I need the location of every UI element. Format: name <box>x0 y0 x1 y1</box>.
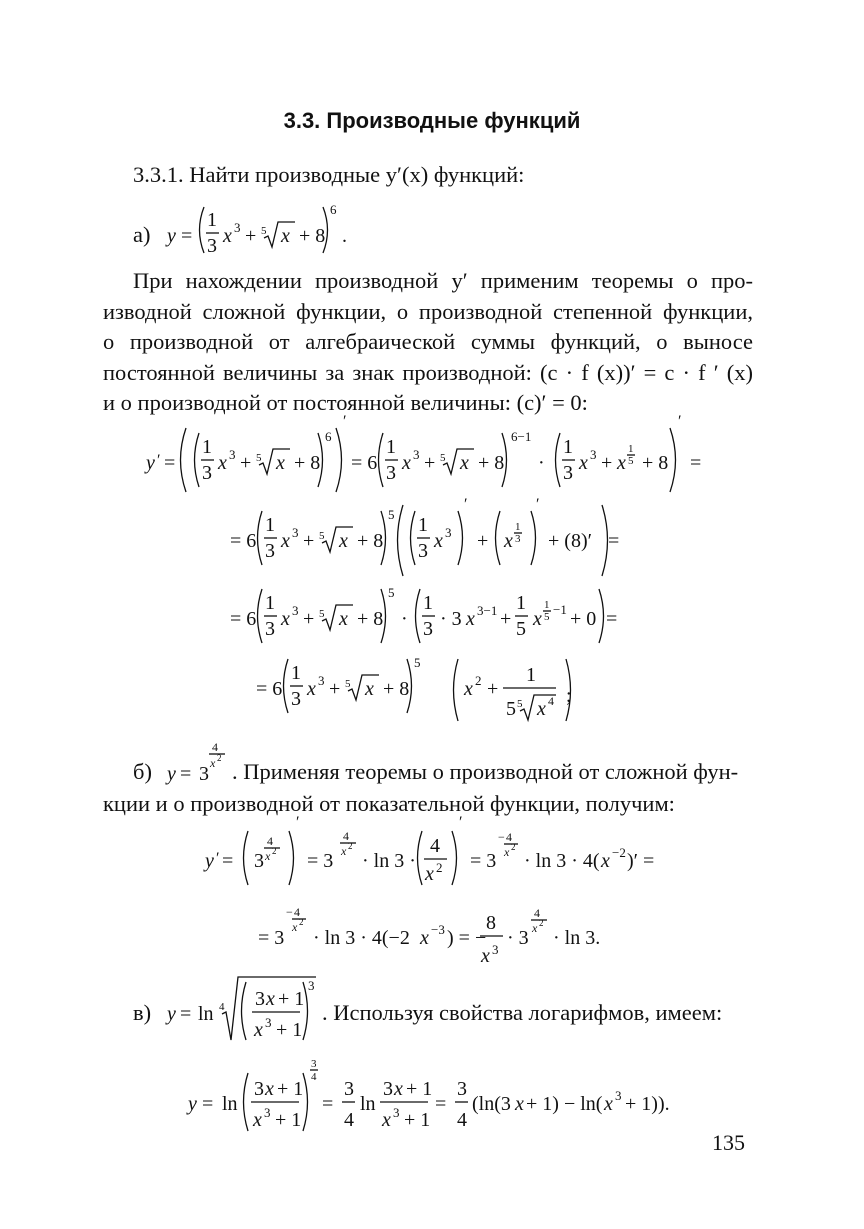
task-statement: 3.3.1. Найти производные y′(x) функций: <box>133 162 525 187</box>
svg-text:(ln(3: (ln(3 <box>472 1093 511 1115</box>
svg-text:′: ′ <box>157 452 161 469</box>
svg-text:+: + <box>500 608 512 630</box>
svg-text:=: = <box>180 763 192 785</box>
svg-text:= 6: = 6 <box>351 452 378 474</box>
svg-text:−: − <box>498 830 505 844</box>
svg-text:3: 3 <box>265 618 275 640</box>
svg-text:x: x <box>515 1093 524 1115</box>
svg-text:x: x <box>420 927 429 949</box>
svg-text:4: 4 <box>457 1109 467 1131</box>
svg-text:x: x <box>281 530 290 552</box>
svg-text:3: 3 <box>264 1105 271 1120</box>
svg-text:5: 5 <box>544 611 550 623</box>
svg-text:x: x <box>579 452 588 474</box>
svg-text:=: = <box>202 1093 214 1115</box>
svg-text:′: ′ <box>464 496 468 513</box>
svg-text:ln: ln <box>360 1093 376 1115</box>
svg-text:· ln 3 · 4(: · ln 3 · 4( <box>524 850 600 872</box>
formula-b <box>165 740 225 785</box>
svg-text:′: ′ <box>296 814 300 831</box>
svg-text:3: 3 <box>254 1078 264 1100</box>
svg-text:6: 6 <box>330 202 337 217</box>
svg-text:x: x <box>210 756 216 770</box>
svg-text:) = −: ) = − <box>447 927 487 949</box>
svg-text:x: x <box>365 678 374 700</box>
svg-text:′: ′ <box>678 413 682 430</box>
svg-text:5: 5 <box>319 530 325 542</box>
svg-text:1: 1 <box>628 443 634 455</box>
svg-text:1: 1 <box>386 436 396 458</box>
svg-text:3: 3 <box>590 447 597 462</box>
svg-text:· ln 3 · 4(−2: · ln 3 · 4(−2 <box>313 927 410 949</box>
svg-text:3: 3 <box>563 462 573 484</box>
svg-text:+: + <box>245 225 257 247</box>
svg-text:x: x <box>382 1109 391 1131</box>
svg-text:1: 1 <box>515 521 521 533</box>
svg-text:+: + <box>329 678 341 700</box>
svg-text:+ 8: + 8 <box>478 452 505 474</box>
svg-text:3: 3 <box>229 447 236 462</box>
svg-text:3: 3 <box>207 235 217 257</box>
svg-text:2: 2 <box>299 917 304 927</box>
svg-text:x: x <box>504 530 513 552</box>
svg-text:3: 3 <box>457 1078 467 1100</box>
svg-text:1: 1 <box>516 592 526 614</box>
svg-text:2: 2 <box>436 860 443 875</box>
svg-text:+ 1: + 1 <box>276 1019 303 1041</box>
svg-text:=: = <box>322 1093 334 1115</box>
svg-text:= 6: = 6 <box>230 530 257 552</box>
svg-text:y: y <box>146 452 155 474</box>
svg-text:1: 1 <box>291 662 301 684</box>
svg-text:x: x <box>276 452 285 474</box>
formula-b-derivative-line-1 <box>203 814 654 885</box>
svg-text:4: 4 <box>343 829 349 843</box>
svg-text:x: x <box>601 850 610 872</box>
formula-a <box>165 202 347 257</box>
svg-text:x: x <box>339 530 348 552</box>
svg-text:2: 2 <box>348 841 353 851</box>
svg-text:3: 3 <box>423 618 433 640</box>
svg-text:x: x <box>292 920 298 934</box>
svg-text:=: = <box>608 530 620 552</box>
svg-text:2: 2 <box>511 842 516 852</box>
svg-text:+ 1: + 1 <box>277 1078 304 1100</box>
svg-text:3: 3 <box>386 462 396 484</box>
svg-text:+ 8: + 8 <box>642 452 669 474</box>
svg-text:3: 3 <box>199 763 209 785</box>
svg-text:)′ =: )′ = <box>627 850 655 872</box>
part-b-text: кции и о производной от показательной функции, получим: <box>103 791 675 816</box>
formula-v-derivation <box>186 1058 670 1131</box>
svg-text:3: 3 <box>383 1078 393 1100</box>
svg-text:x: x <box>402 452 411 474</box>
section-heading: 3.3. Производные функций <box>283 108 581 133</box>
svg-text:1: 1 <box>265 514 275 536</box>
svg-text:1: 1 <box>544 599 550 611</box>
svg-text:x: x <box>466 608 475 630</box>
svg-text:3−1: 3−1 <box>477 603 498 618</box>
svg-text:3: 3 <box>445 525 452 540</box>
svg-text:4: 4 <box>212 740 218 754</box>
formula-b-derivative-line-2 <box>258 905 600 967</box>
svg-text:+ 8: + 8 <box>357 608 384 630</box>
svg-text:x: x <box>617 452 626 474</box>
svg-text:5: 5 <box>388 507 395 522</box>
svg-text:x: x <box>281 608 290 630</box>
svg-text:+: + <box>424 452 436 474</box>
svg-text:+ 8: + 8 <box>383 678 410 700</box>
explanation-line: и о производной от постоянной величины: (c)′ = 0: <box>103 390 588 415</box>
svg-text:· 3: · 3 <box>440 608 462 630</box>
svg-text:3: 3 <box>254 850 264 872</box>
svg-text:3: 3 <box>308 978 315 993</box>
svg-text:x: x <box>532 921 538 935</box>
svg-text:x: x <box>604 1093 613 1115</box>
svg-text:′: ′ <box>216 850 220 867</box>
formula-a-derivative-line-1 <box>144 413 701 492</box>
svg-text:=: = <box>180 1003 192 1025</box>
svg-text:x: x <box>254 1019 263 1041</box>
svg-text:6: 6 <box>325 429 332 444</box>
svg-text:5: 5 <box>261 225 267 237</box>
svg-text:3: 3 <box>255 988 265 1010</box>
svg-text:· 3: · 3 <box>507 927 529 949</box>
svg-text:=: = <box>222 850 234 872</box>
svg-text:3: 3 <box>615 1088 622 1103</box>
svg-text:· ln 3 ·: · ln 3 · <box>362 850 416 872</box>
svg-text:x: x <box>265 1078 274 1100</box>
svg-text:= 3: = 3 <box>470 850 497 872</box>
svg-text:1: 1 <box>202 436 212 458</box>
svg-text:3: 3 <box>515 533 521 545</box>
svg-text:3: 3 <box>393 1105 400 1120</box>
svg-text:;: ; <box>566 685 572 707</box>
svg-text:3: 3 <box>292 603 299 618</box>
svg-text:=: = <box>164 452 176 474</box>
svg-text:5: 5 <box>388 585 395 600</box>
svg-text:3: 3 <box>265 1015 272 1030</box>
svg-text:x: x <box>339 608 348 630</box>
explanation-line: постоянной величины за знак производной: (c · f (x))′ = c · f ′ (x) <box>103 359 753 385</box>
svg-text:+ 8: + 8 <box>294 452 321 474</box>
svg-text:x: x <box>533 608 542 630</box>
svg-text:·: · <box>538 452 545 474</box>
formula-v <box>165 977 316 1041</box>
svg-text:3: 3 <box>344 1078 354 1100</box>
svg-text:+ 8: + 8 <box>357 530 384 552</box>
svg-text:3: 3 <box>418 540 428 562</box>
svg-text:3: 3 <box>234 220 241 235</box>
explanation-line: При нахождении производной y′ применим теоремы о про- <box>133 268 753 293</box>
svg-text:3: 3 <box>291 688 301 710</box>
svg-text:+ 8: + 8 <box>299 225 326 247</box>
formula-a-derivative-line-2 <box>230 496 619 576</box>
svg-text:4: 4 <box>267 834 273 848</box>
svg-text:2: 2 <box>272 846 277 856</box>
svg-text:2: 2 <box>539 918 544 928</box>
svg-text:3: 3 <box>311 1058 317 1070</box>
svg-text:′: ′ <box>536 496 540 513</box>
svg-text:y: y <box>205 850 214 872</box>
svg-text:1: 1 <box>423 592 433 614</box>
svg-text:+ (8)′: + (8)′ <box>548 530 592 552</box>
svg-text:−1: −1 <box>553 602 567 617</box>
svg-text:5: 5 <box>345 678 351 690</box>
svg-text:· ln 3.: · ln 3. <box>553 927 601 949</box>
svg-text:4: 4 <box>294 905 300 919</box>
svg-text:1: 1 <box>418 514 428 536</box>
svg-text:4: 4 <box>344 1109 354 1131</box>
svg-text:4: 4 <box>219 1001 225 1013</box>
part-a-label: а) <box>133 222 151 247</box>
svg-text:3: 3 <box>413 447 420 462</box>
svg-text:−3: −3 <box>431 922 445 937</box>
formula-a-derivative-line-3 <box>230 585 617 643</box>
formula-a-derivative-line-4 <box>256 655 572 721</box>
svg-text:+: + <box>240 452 252 474</box>
svg-text:·: · <box>401 608 408 630</box>
svg-text:5: 5 <box>414 655 421 670</box>
svg-text:+ 1: + 1 <box>406 1078 433 1100</box>
svg-text:x: x <box>218 452 227 474</box>
svg-text:+: + <box>303 530 315 552</box>
svg-text:4: 4 <box>534 906 540 920</box>
svg-text:y: y <box>167 1003 176 1025</box>
svg-text:x: x <box>394 1078 403 1100</box>
svg-text:3: 3 <box>492 942 499 957</box>
svg-text:4: 4 <box>311 1071 317 1083</box>
svg-text:x: x <box>460 452 469 474</box>
svg-text:=: = <box>435 1093 447 1115</box>
svg-text:ln: ln <box>222 1093 238 1115</box>
svg-text:x: x <box>425 863 434 885</box>
explanation-line: о производной от алгебраической суммы функций, о выносе <box>103 329 753 354</box>
svg-text:x: x <box>464 678 473 700</box>
svg-text:5: 5 <box>506 698 516 720</box>
svg-text:′: ′ <box>459 814 463 831</box>
svg-text:= 6: = 6 <box>256 678 283 700</box>
svg-text:+ 1: + 1 <box>278 988 305 1010</box>
svg-text:5: 5 <box>517 698 523 710</box>
svg-text:+ 1)).: + 1)). <box>625 1093 670 1115</box>
svg-text:x: x <box>434 530 443 552</box>
svg-text:−2: −2 <box>612 845 626 860</box>
part-v-text: . Используя свойства логарифмов, имеем: <box>322 1000 723 1025</box>
svg-text:1: 1 <box>563 436 573 458</box>
svg-text:8: 8 <box>486 912 496 934</box>
svg-text:3: 3 <box>292 525 299 540</box>
svg-text:3: 3 <box>318 673 325 688</box>
svg-text:2: 2 <box>217 753 222 763</box>
svg-text:+: + <box>303 608 315 630</box>
svg-text:+ 1: + 1 <box>275 1109 302 1131</box>
svg-text:.: . <box>342 225 347 247</box>
svg-text:5: 5 <box>256 452 262 464</box>
svg-text:−: − <box>286 905 293 919</box>
svg-text:ln: ln <box>198 1003 214 1025</box>
part-v-label: в) <box>133 1000 152 1025</box>
svg-text:4: 4 <box>430 835 440 857</box>
svg-text:= 6: = 6 <box>230 608 257 630</box>
svg-text:′: ′ <box>343 413 347 430</box>
svg-text:4: 4 <box>506 830 512 844</box>
explanation-line: изводной сложной функции, о производной степенной функции, <box>103 298 753 324</box>
svg-text:1: 1 <box>526 664 536 686</box>
svg-text:3: 3 <box>265 540 275 562</box>
svg-text:4: 4 <box>548 694 554 708</box>
svg-text:+: + <box>487 678 499 700</box>
svg-text:5: 5 <box>319 608 325 620</box>
svg-text:x: x <box>266 988 275 1010</box>
svg-text:x: x <box>341 844 347 858</box>
part-b-label: б) <box>133 759 152 784</box>
part-b-text: . Применяя теоремы о производной от сложной фун- <box>232 759 739 784</box>
svg-text:=: = <box>606 608 618 630</box>
svg-text:x: x <box>307 678 316 700</box>
svg-text:+ 0: + 0 <box>570 608 597 630</box>
svg-text:x: x <box>253 1109 262 1131</box>
svg-text:x: x <box>481 945 490 967</box>
svg-text:+: + <box>601 452 613 474</box>
svg-text:+ 1: + 1 <box>404 1109 431 1131</box>
svg-text:x: x <box>504 845 510 859</box>
svg-text:+ 1) − ln(: + 1) − ln( <box>526 1093 603 1115</box>
svg-text:y: y <box>167 763 176 785</box>
svg-text:3: 3 <box>202 462 212 484</box>
svg-text:= 3: = 3 <box>258 927 285 949</box>
svg-text:x: x <box>265 849 271 863</box>
svg-text:1: 1 <box>265 592 275 614</box>
svg-text:=: = <box>181 225 193 247</box>
svg-text:x: x <box>537 698 546 720</box>
svg-text:5: 5 <box>440 452 446 464</box>
svg-text:5: 5 <box>628 455 634 467</box>
svg-text:= 3: = 3 <box>307 850 334 872</box>
svg-text:x: x <box>281 225 290 247</box>
svg-text:y: y <box>188 1093 197 1115</box>
page-number: 135 <box>712 1130 745 1155</box>
svg-text:y: y <box>167 225 176 247</box>
svg-text:1: 1 <box>207 209 217 231</box>
svg-text:+: + <box>477 530 489 552</box>
svg-text:2: 2 <box>475 673 482 688</box>
svg-text:=: = <box>690 452 702 474</box>
svg-text:6−1: 6−1 <box>511 429 532 444</box>
svg-text:x: x <box>223 225 232 247</box>
svg-text:5: 5 <box>516 618 526 640</box>
